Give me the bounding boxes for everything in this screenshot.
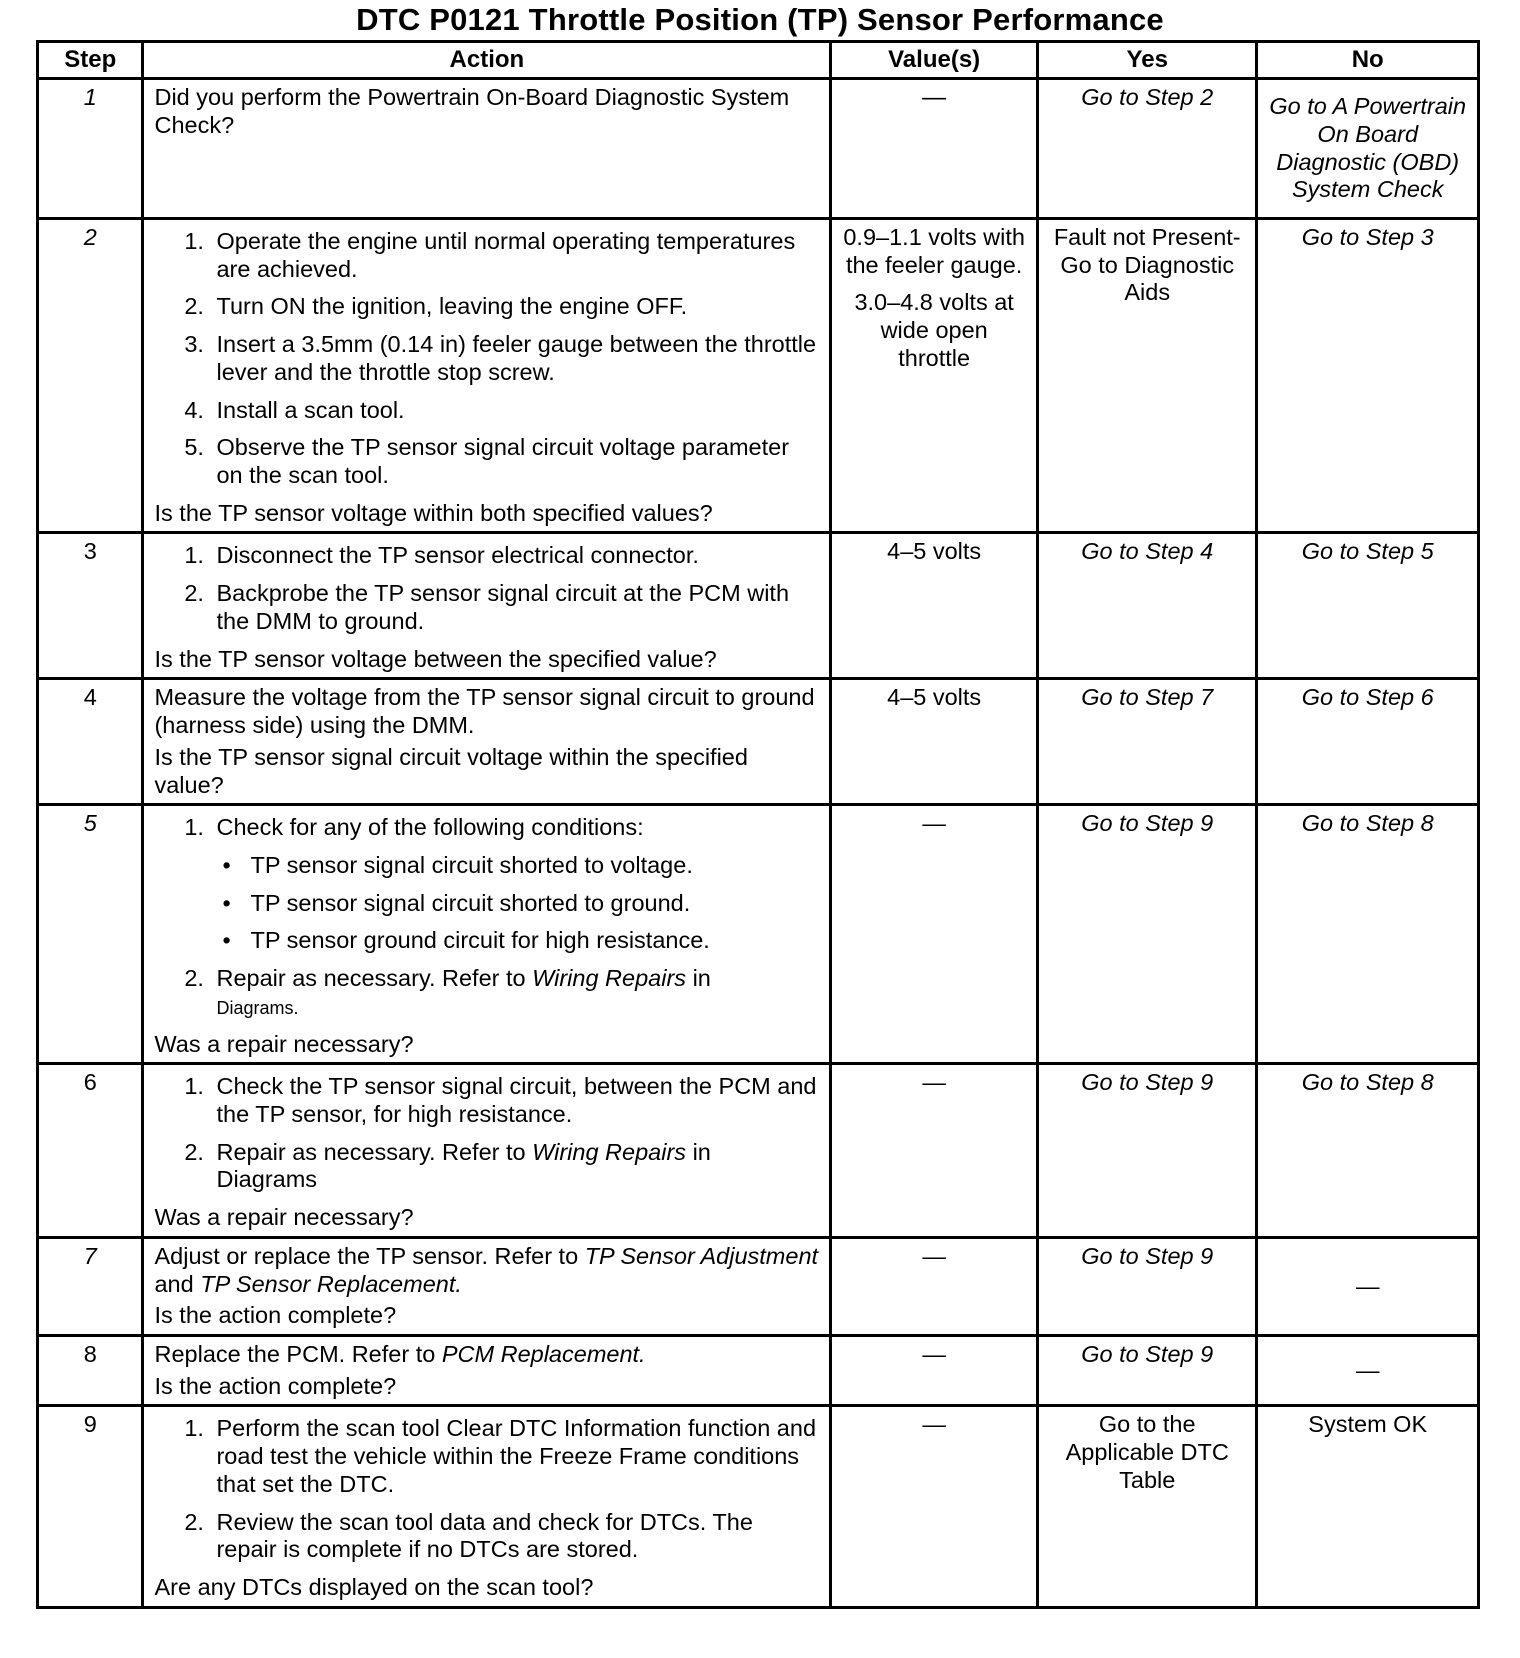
- table-row: [38, 1336, 1479, 1406]
- action-cell: [143, 79, 831, 219]
- table-row: [38, 79, 1479, 219]
- yes-cell: Fault not Present-Go to Diagnostic Aids: [1038, 219, 1257, 533]
- condition-list: [216, 852, 819, 955]
- procedure-list: [154, 228, 819, 490]
- table-row: [38, 1237, 1479, 1335]
- document-title: DTC P0121 Throttle Position (TP) Sensor Performance: [356, 2, 1164, 37]
- list-item-text: Repair as necessary. Refer to: [216, 965, 526, 992]
- list-item: 2. Review the scan tool data and check for DTCs. The repair is complete if no DTCs are stored.: [210, 1509, 819, 1564]
- value-cell: —: [831, 1064, 1038, 1238]
- table-row: [38, 679, 1479, 805]
- value-cell: —: [831, 805, 1038, 1064]
- yes-cell: Go to Step 9: [1038, 1064, 1257, 1238]
- value-cell: [831, 79, 1038, 219]
- table-header-row: [38, 42, 1479, 79]
- no-cell: —: [1257, 1237, 1479, 1335]
- action-text: Measure the voltage from the TP sensor signal circuit to ground (harness side) using the DMM.: [154, 684, 815, 739]
- header-values: Value(s): [831, 42, 1038, 79]
- procedure-list: [154, 1073, 819, 1194]
- table-row: [38, 805, 1479, 1064]
- step-number: 9: [38, 1406, 143, 1607]
- action-text: Did you perform the Powertrain On-Board Diagnostic System Check?: [154, 84, 790, 138]
- table-row: [38, 1064, 1479, 1238]
- action-text-part: Adjust or replace the TP sensor. Refer to: [154, 1242, 579, 1269]
- action-cell: [143, 533, 831, 679]
- action-text-part: Replace the PCM. Refer to: [154, 1341, 436, 1367]
- yes-cell: Go to Step 2: [1038, 79, 1257, 219]
- table-row: [38, 533, 1479, 679]
- reference-link-text: TP Sensor Replacement.: [200, 1270, 462, 1297]
- action-cell: [143, 805, 831, 1064]
- list-item-text: in: [692, 1138, 711, 1165]
- step-number: 1: [38, 79, 143, 219]
- procedure-list: [154, 542, 819, 635]
- no-cell: Go to Step 8: [1257, 805, 1479, 1064]
- header-action: Action: [143, 42, 831, 79]
- action-cell: [143, 1064, 831, 1238]
- step-number: 4: [38, 679, 143, 805]
- question-text: Are any DTCs displayed on the scan tool?: [154, 1574, 594, 1601]
- action-text: [154, 1341, 819, 1369]
- no-cell: —: [1257, 1336, 1479, 1406]
- list-item-text: Diagrams: [216, 1166, 318, 1193]
- question-text: Is the action complete?: [154, 1372, 397, 1399]
- list-item: 1. Check the TP sensor signal circuit, between the PCM and the TP sensor, for high resistance.: [210, 1073, 819, 1128]
- action-cell: [143, 1406, 831, 1607]
- bullet-item: • TP sensor ground circuit for high resistance.: [244, 927, 819, 955]
- procedure-list: [154, 814, 819, 1020]
- value-text: 3.0–4.8 volts at wide open throttle: [854, 289, 1014, 371]
- action-cell: [143, 219, 831, 533]
- no-cell: Go to Step 3: [1257, 219, 1479, 533]
- list-item-text: Diagrams.: [216, 997, 299, 1018]
- action-text-part: and: [154, 1270, 194, 1297]
- value-cell: [831, 219, 1038, 533]
- question-text: Is the TP sensor signal circuit voltage within the specified value?: [154, 743, 748, 798]
- reference-link-text: TP Sensor Adjustment: [584, 1242, 819, 1269]
- yes-cell: Go to Step 4: [1038, 533, 1257, 679]
- question-text: Is the action complete?: [154, 1302, 397, 1329]
- no-cell: System OK: [1257, 1406, 1479, 1607]
- no-cell: Go to Step 8: [1257, 1064, 1479, 1238]
- yes-cell: Go to the Applicable DTC Table: [1038, 1406, 1257, 1607]
- list-item: 2. Backprobe the TP sensor signal circuit at the PCM with the DMM to ground.: [210, 580, 819, 635]
- step-number: 5: [38, 805, 143, 1064]
- list-item: [210, 1139, 819, 1194]
- header-step: Step: [38, 42, 143, 79]
- value-cell: 4–5 volts: [831, 533, 1038, 679]
- list-item: 2. Turn ON the ignition, leaving the engine OFF.: [210, 293, 819, 321]
- yes-cell: Go to Step 9: [1038, 805, 1257, 1064]
- yes-cell: Go to Step 9: [1038, 1336, 1257, 1406]
- procedure-list: [154, 1415, 819, 1564]
- dtc-table: [36, 40, 1480, 1609]
- no-cell: Go to Step 5: [1257, 533, 1479, 679]
- list-item: 1. Perform the scan tool Clear DTC Information function and road test the vehicle within the Freeze Frame conditions that set the DTC.: [210, 1415, 819, 1498]
- list-item: 3. Insert a 3.5mm (0.14 in) feeler gauge between the throttle lever and the throttle stop screw.: [210, 331, 819, 386]
- reference-link-text: Wiring Repairs: [532, 965, 687, 992]
- value-cell: —: [831, 1336, 1038, 1406]
- list-item-text: Check for any of the following conditions:: [216, 814, 644, 841]
- reference-link-text: PCM Replacement.: [441, 1341, 646, 1367]
- step-number: 3: [38, 533, 143, 679]
- yes-cell: Go to Step 9: [1038, 1237, 1257, 1335]
- list-item: 4. Install a scan tool.: [210, 397, 819, 425]
- action-text: [154, 1243, 819, 1298]
- header-no: No: [1257, 42, 1479, 79]
- question-text: Was a repair necessary?: [154, 1030, 414, 1057]
- header-yes: Yes: [1038, 42, 1257, 79]
- list-item: [210, 965, 819, 1020]
- action-cell: [143, 1237, 831, 1335]
- value-text: 0.9–1.1 volts with the feeler gauge.: [843, 224, 1025, 278]
- value-cell: —: [831, 1406, 1038, 1607]
- table-row: [38, 1406, 1479, 1607]
- step-number: 6: [38, 1064, 143, 1238]
- no-cell: Go to A Powertrain On Board Diagnostic (OBD) System Check: [1257, 79, 1479, 219]
- list-item-text: Repair as necessary. Refer to: [216, 1138, 526, 1165]
- question-text: Is the TP sensor voltage within both specified values?: [154, 499, 713, 526]
- table-row: [38, 219, 1479, 533]
- bullet-item: • TP sensor signal circuit shorted to voltage.: [244, 852, 819, 880]
- bullet-item: • TP sensor signal circuit shorted to ground.: [244, 890, 819, 918]
- reference-link-text: Wiring Repairs: [532, 1138, 687, 1165]
- action-cell: [143, 679, 831, 805]
- list-item-text: in: [692, 965, 711, 992]
- action-cell: [143, 1336, 831, 1406]
- list-item: 1. Operate the engine until normal operating temperatures are achieved.: [210, 228, 819, 283]
- yes-cell: Go to Step 7: [1038, 679, 1257, 805]
- step-number: 8: [38, 1336, 143, 1406]
- question-text: Is the TP sensor voltage between the specified value?: [154, 645, 717, 672]
- list-item: [210, 814, 819, 955]
- value-dash: —: [922, 84, 947, 111]
- list-item: 5. Observe the TP sensor signal circuit voltage parameter on the scan tool.: [210, 434, 819, 489]
- step-number: 2: [38, 219, 143, 533]
- value-cell: —: [831, 1237, 1038, 1335]
- no-cell: Go to Step 6: [1257, 679, 1479, 805]
- step-number: 7: [38, 1237, 143, 1335]
- value-cell: 4–5 volts: [831, 679, 1038, 805]
- question-text: Was a repair necessary?: [154, 1204, 414, 1231]
- list-item: 1. Disconnect the TP sensor electrical connector.: [210, 542, 819, 570]
